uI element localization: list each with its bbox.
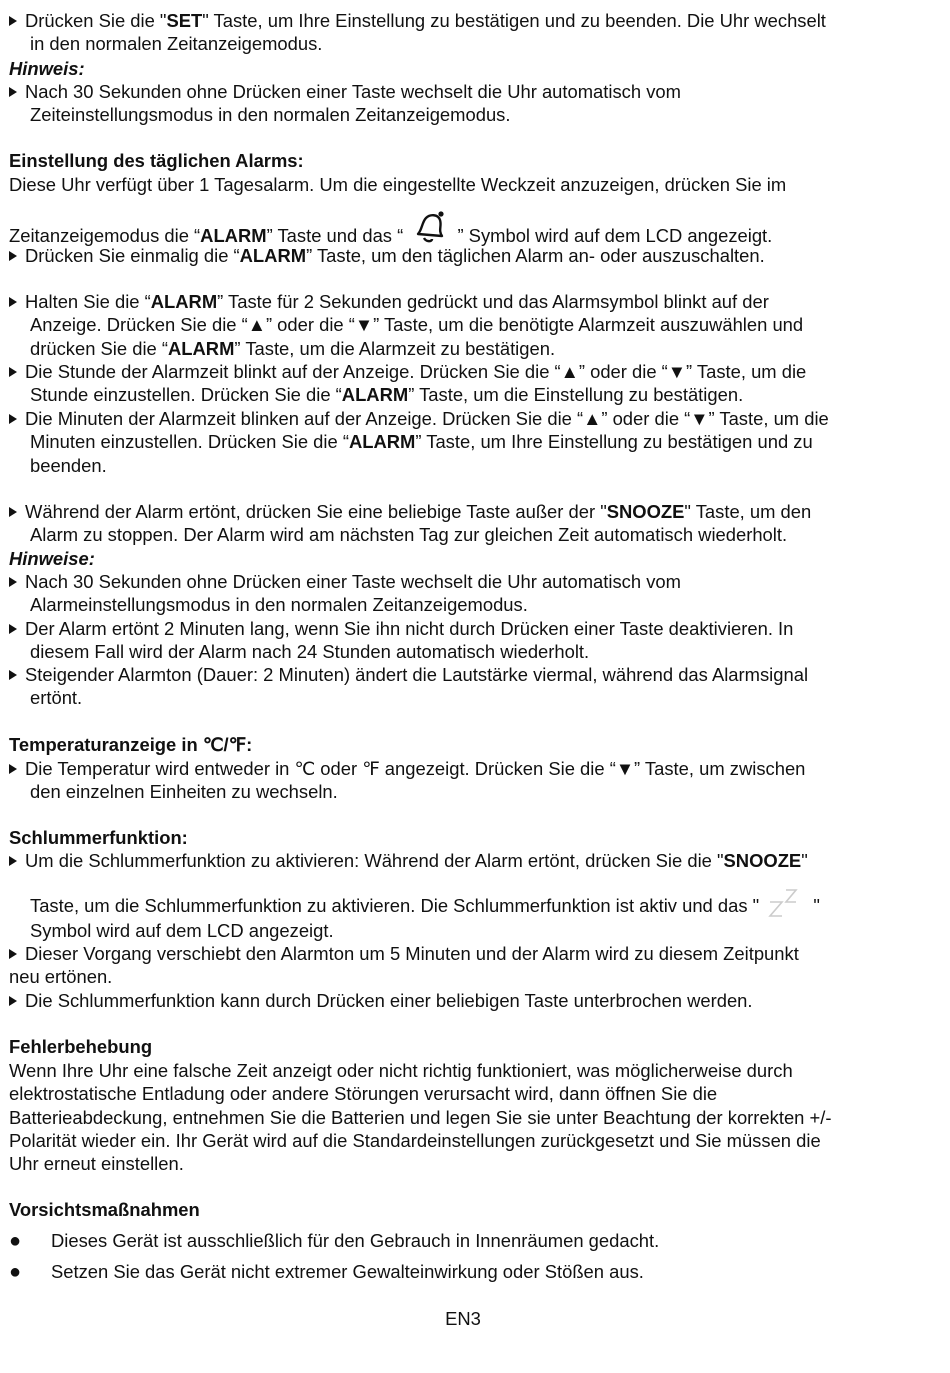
- temperature-bullet: Die Temperatur wird entweder in ℃ oder ℉ angezeigt. Drücken Sie die “▼” Taste, um zwischen den einzelnen Einheiten zu wechseln.: [9, 757, 921, 804]
- snooze-zz-icon: [766, 888, 806, 918]
- bullet-triangle-icon: [9, 367, 17, 377]
- bullet-triangle-icon: [9, 87, 17, 97]
- alarm-heading: Einstellung des täglichen Alarms:: [9, 150, 304, 171]
- temperature-heading: Temperaturanzeige in ℃/℉:: [9, 734, 253, 755]
- bullet-triangle-icon: [9, 507, 17, 517]
- alarm-toggle-bullet: Drücken Sie einmalig die “ALARM” Taste, um den täglichen Alarm an- oder auszuschalten.: [9, 244, 921, 267]
- note-label: Hinweis:: [9, 58, 85, 79]
- bullet-triangle-icon: [9, 764, 17, 774]
- precaution-item: ● Dieses Gerät ist ausschließlich für den Gebrauch in Innenräumen gedacht.: [9, 1230, 660, 1252]
- bullet-triangle-icon: [9, 16, 17, 26]
- troubleshooting-text: Wenn Ihre Uhr eine falsche Zeit anzeigt oder nicht richtig funktioniert, was möglicherweise durch elektrostatische Entladung oder andere Störungen verursacht wird, dann öffnen Sie die Batterieabdeckung, entnehmen Sie die Batterien und legen Sie sie unter Beachtung der korrekten +/- Polarität wieder ein. Ihr Gerät wird auf die Standardeinstellungen zurückgesetzt und Sie müssen die Uhr erneut einstellen.: [9, 1060, 832, 1175]
- bullet-triangle-icon: [9, 577, 17, 587]
- snooze-activate-cont: Taste, um die Schlummerfunktion zu aktivieren. Die Schlummerfunktion ist aktiv und das " ": [9, 888, 921, 921]
- timeout-bullet: Nach 30 Sekunden ohne Drücken einer Taste wechselt die Uhr automatisch vom Zeiteinstellungsmodus in den normalen Zeitanzeigemodus.: [9, 80, 921, 127]
- snooze-delay-bullet: Dieser Vorgang verschiebt den Alarmton um 5 Minuten und der Alarm wird zu diesem Zeitpunkt neu ertönen.: [9, 943, 799, 988]
- set-key-label: SET: [166, 10, 203, 31]
- alarm-note-3: Steigender Alarmton (Dauer: 2 Minuten) ändert die Lautstärke viermal, während das Alarmsignal ertönt.: [9, 663, 921, 710]
- alarm-note-1: Nach 30 Sekunden ohne Drücken einer Taste wechselt die Uhr automatisch vom Alarmeinstellungsmodus in den normalen Zeitanzeigemodus.: [9, 570, 921, 617]
- snooze-symbol-line: Symbol wird auf dem LCD angezeigt.: [30, 920, 334, 941]
- page-number: EN3: [445, 1308, 481, 1329]
- bullet-triangle-icon: [9, 996, 17, 1006]
- alarm-set-bullet: Halten Sie die “ALARM” Taste für 2 Sekunden gedrückt und das Alarmsymbol blinkt auf der Anzeige. Drücken Sie die “▲” oder die “▼” Taste, um die benötigte Alarmzeit auszuwählen und drücken Sie die “ALARM” Taste, um die Alarmzeit zu bestätigen.: [9, 290, 921, 360]
- bullet-triangle-icon: [9, 670, 17, 680]
- bullet-triangle-icon: [9, 949, 17, 959]
- troubleshooting-heading: Fehlerbehebung: [9, 1036, 153, 1057]
- bullet-dot-icon: ●: [9, 1230, 22, 1252]
- bullet-triangle-icon: [9, 251, 17, 261]
- bullet-triangle-icon: [9, 414, 17, 424]
- set-bullet: Drücken Sie die "SET" Taste, um Ihre Einstellung zu bestätigen und zu beenden. Die Uhr wechselt in den normalen Zeitanzeigemodus.: [9, 9, 921, 56]
- alarm-note-2: Der Alarm ertönt 2 Minuten lang, wenn Sie ihn nicht durch Drücken einer Taste deaktivieren. In diesem Fall wird der Alarm nach 24 Stunden automatisch wiederholt.: [9, 617, 921, 664]
- alarm-stop-bullet: Während der Alarm ertönt, drücken Sie eine beliebige Taste außer der "SNOOZE" Taste, um den Alarm zu stoppen. Der Alarm wird am nächsten Tag zur gleichen Zeit automatisch wiederholt.: [9, 500, 921, 547]
- alarm-hour-bullet: Die Stunde der Alarmzeit blinkt auf der Anzeige. Drücken Sie die “▲” oder die “▼” Taste, um die Stunde einzustellen. Drücken Sie die “ALARM” Taste, um die Einstellung zu bestätigen.: [9, 360, 921, 407]
- bullet-triangle-icon: [9, 297, 17, 307]
- alarm-intro: Diese Uhr verfügt über 1 Tagesalarm. Um die eingestellte Weckzeit anzuzeigen, drücken Sie im: [9, 174, 787, 195]
- snooze-heading: Schlummerfunktion:: [9, 827, 188, 848]
- snooze-activate-bullet: Um die Schlummerfunktion zu aktivieren: Während der Alarm ertönt, drücken Sie die "SNOOZE": [9, 849, 921, 872]
- precaution-item: ● Setzen Sie das Gerät nicht extremer Gewalteinwirkung oder Stößen aus.: [9, 1261, 644, 1283]
- bullet-dot-icon: ●: [9, 1261, 22, 1283]
- precautions-heading: Vorsichtsmaßnahmen: [9, 1199, 200, 1220]
- bullet-triangle-icon: [9, 856, 17, 866]
- bullet-triangle-icon: [9, 624, 17, 634]
- notes-label: Hinweise:: [9, 548, 95, 569]
- alarm-intro-line2: Zeitanzeigemodus die “ALARM” Taste und das “ ” Symbol wird auf dem LCD angezeigt.: [9, 208, 921, 254]
- alarm-bell-icon: [410, 208, 450, 244]
- snooze-interrupt-bullet: Die Schlummerfunktion kann durch Drücken einer beliebigen Taste unterbrochen werden.: [9, 989, 921, 1012]
- alarm-minute-bullet: Die Minuten der Alarmzeit blinken auf der Anzeige. Drücken Sie die “▲” oder die “▼” Taste, um die Minuten einzustellen. Drücken Sie die “ALARM” Taste, um Ihre Einstellung zu bestätigen und zu beenden.: [9, 407, 921, 477]
